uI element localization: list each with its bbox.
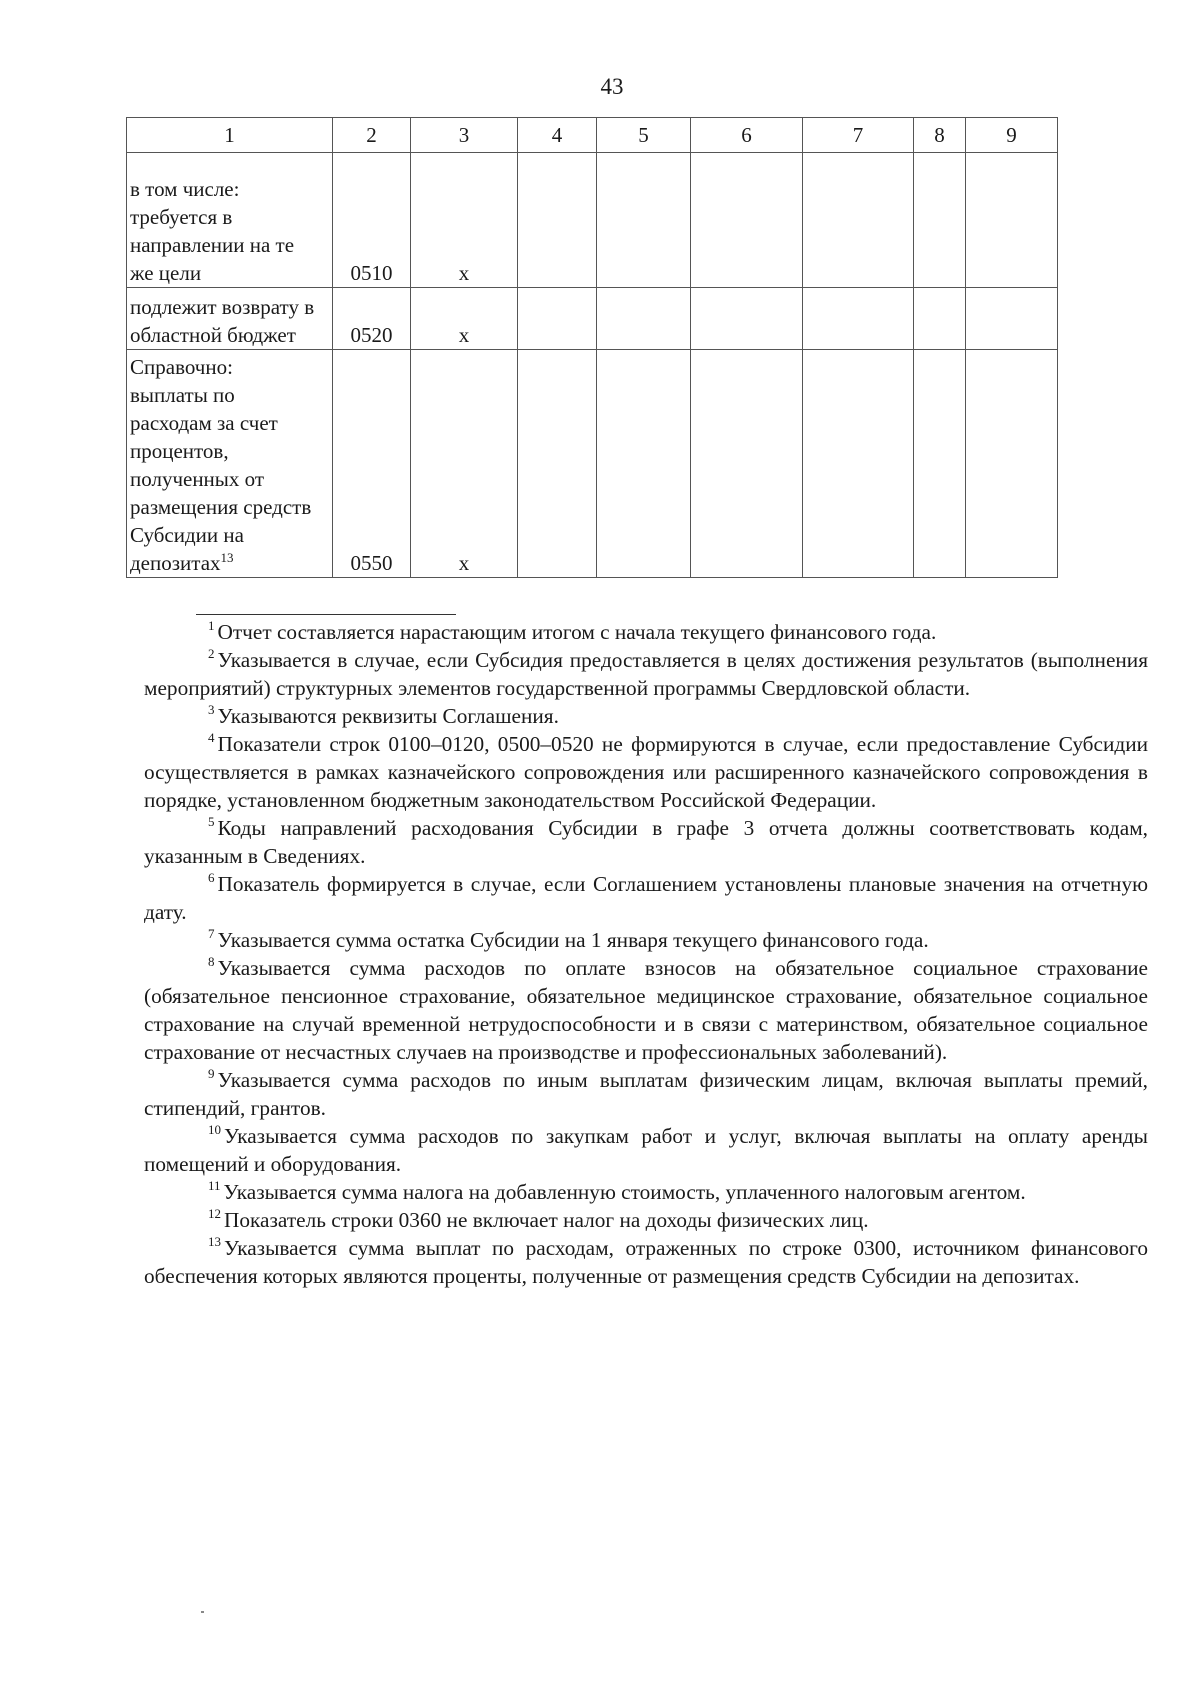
row-label bbox=[127, 350, 333, 578]
footnote-number: 2 bbox=[208, 646, 215, 661]
footnote-text: Указывается в случае, если Субсидия предоставляется в целях достижения результатов (выполнения мероприятий) структурных элементов государственной программы Свердловской области. bbox=[144, 648, 1148, 700]
row-code: 0520 bbox=[333, 288, 411, 350]
footnote-text: Указывается сумма налога на добавленную стоимость, уплаченного налоговым агентом. bbox=[223, 1180, 1026, 1204]
row-label-line: Справочно: bbox=[130, 355, 233, 379]
row-label-line: областной бюджет bbox=[130, 323, 296, 347]
footnote-number: 8 bbox=[208, 954, 215, 969]
table-cell bbox=[597, 288, 691, 350]
row-label-line: размещения средств bbox=[130, 495, 312, 519]
footnote-number: 7 bbox=[208, 926, 215, 941]
footnote bbox=[144, 1206, 1148, 1234]
page-number-text: 43 bbox=[600, 74, 624, 99]
footnote bbox=[144, 618, 1148, 646]
page-number bbox=[0, 74, 1200, 100]
row-label-line: полученных от bbox=[130, 467, 265, 491]
footnote bbox=[144, 1234, 1148, 1290]
column-header: 1 bbox=[127, 118, 333, 153]
table-cell bbox=[518, 350, 597, 578]
table-row bbox=[127, 350, 1058, 578]
footnote bbox=[144, 1066, 1148, 1122]
table-cell bbox=[803, 153, 914, 288]
row-label-line: же цели bbox=[130, 261, 202, 285]
footnote bbox=[144, 1122, 1148, 1178]
row-code: 0510 bbox=[333, 153, 411, 288]
table-cell bbox=[803, 288, 914, 350]
footnote-number: 1 bbox=[208, 618, 215, 633]
footnote-text: Указывается сумма расходов по оплате взносов на обязательное социальное страхование (обязательное пенсионное страхование, обязательное медицинское страхование, обязательное социальное страхование на случай временной нетрудоспособности и в связи с материнством, обязательное социальное страхование от несчастных случаев на производстве и профессиональных заболеваний). bbox=[144, 956, 1148, 1064]
table-row bbox=[127, 153, 1058, 288]
table-cell bbox=[518, 288, 597, 350]
table-cell bbox=[597, 153, 691, 288]
footnote-text: Указывается сумма остатка Субсидии на 1 января текущего финансового года. bbox=[217, 928, 929, 952]
table-cell bbox=[914, 350, 966, 578]
footnote bbox=[144, 954, 1148, 1066]
table-row bbox=[127, 288, 1058, 350]
column-header: 2 bbox=[333, 118, 411, 153]
footnote-number: 5 bbox=[208, 814, 215, 829]
footnote-text: Отчет составляется нарастающим итогом с начала текущего финансового года. bbox=[217, 620, 937, 644]
footnote bbox=[144, 1178, 1148, 1206]
column-header: 5 bbox=[597, 118, 691, 153]
table-cell bbox=[803, 350, 914, 578]
row-direction-code: x bbox=[411, 350, 518, 578]
table-cell bbox=[966, 288, 1058, 350]
footnote-number: 3 bbox=[208, 702, 215, 717]
footnote bbox=[144, 730, 1148, 814]
footnote bbox=[144, 814, 1148, 870]
report-table bbox=[126, 117, 1058, 578]
column-header: 4 bbox=[518, 118, 597, 153]
footnote-text: Показатель формируется в случае, если Соглашением установлены плановые значения на отчетную дату. bbox=[144, 872, 1148, 924]
footnote-number: 12 bbox=[208, 1206, 221, 1221]
column-header: 8 bbox=[914, 118, 966, 153]
table-cell bbox=[914, 288, 966, 350]
footnote-number: 11 bbox=[208, 1178, 221, 1193]
table-cell bbox=[691, 350, 803, 578]
footnote bbox=[144, 870, 1148, 926]
table-header-row bbox=[127, 118, 1058, 153]
row-direction-code: x bbox=[411, 288, 518, 350]
row-label-line: выплаты по bbox=[130, 383, 235, 407]
footnote-ref[interactable]: 13 bbox=[220, 550, 234, 565]
table-cell bbox=[966, 350, 1058, 578]
row-label-line: в том числе: bbox=[130, 177, 240, 201]
row-label-line: требуется в bbox=[130, 205, 233, 229]
footnote-text: Коды направлений расходования Субсидии в графе 3 отчета должны соответствовать кодам, указанным в Сведениях. bbox=[144, 816, 1148, 868]
scan-artifact bbox=[201, 1611, 204, 1613]
row-label-line: Субсидии на bbox=[130, 523, 244, 547]
column-header: 3 bbox=[411, 118, 518, 153]
row-label-line: подлежит возврату в bbox=[130, 295, 315, 319]
table-cell bbox=[691, 153, 803, 288]
table-cell bbox=[518, 153, 597, 288]
column-header: 7 bbox=[803, 118, 914, 153]
table-cell bbox=[691, 288, 803, 350]
row-label-line bbox=[130, 549, 329, 577]
row-code: 0550 bbox=[333, 350, 411, 578]
row-label-line: направлении на те bbox=[130, 233, 295, 257]
footnote-text: Показатели строк 0100–0120, 0500–0520 не формируются в случае, если предоставление Субсидии осуществляется в рамках казначейского сопровождения или расширенного казначейского сопровождения в порядке, установленном бюджетным законодательством Российской Федерации. bbox=[144, 732, 1148, 812]
table-cell bbox=[966, 153, 1058, 288]
footnote-text: Указываются реквизиты Соглашения. bbox=[217, 704, 559, 728]
footnote-text: Указывается сумма расходов по закупкам работ и услуг, включая выплаты на оплату аренды помещений и оборудования. bbox=[144, 1124, 1148, 1176]
row-label bbox=[127, 288, 333, 350]
footnote-separator bbox=[196, 614, 456, 615]
footnote-number: 10 bbox=[208, 1122, 221, 1137]
row-label-text: депозитах bbox=[130, 551, 221, 575]
table-cell bbox=[597, 350, 691, 578]
row-label-line: процентов, bbox=[130, 439, 229, 463]
row-direction-code: x bbox=[411, 153, 518, 288]
footnote-number: 9 bbox=[208, 1066, 215, 1081]
footnote bbox=[144, 926, 1148, 954]
footnote-text: Указывается сумма выплат по расходам, отраженных по строке 0300, источником финансового обеспечения которых являются проценты, полученные от размещения средств Субсидии на депозитах. bbox=[144, 1236, 1148, 1288]
footnotes-section bbox=[144, 618, 1148, 1290]
row-label bbox=[127, 153, 333, 288]
table-cell bbox=[914, 153, 966, 288]
column-header: 6 bbox=[691, 118, 803, 153]
footnote-number: 13 bbox=[208, 1234, 221, 1249]
footnote-number: 6 bbox=[208, 870, 215, 885]
footnote-number: 4 bbox=[208, 730, 215, 745]
footnote-text: Показатель строки 0360 не включает налог на доходы физических лиц. bbox=[224, 1208, 869, 1232]
footnote bbox=[144, 646, 1148, 702]
column-header: 9 bbox=[966, 118, 1058, 153]
footnote bbox=[144, 702, 1148, 730]
row-label-line: расходам за счет bbox=[130, 411, 278, 435]
footnote-text: Указывается сумма расходов по иным выплатам физическим лицам, включая выплаты премий, стипендий, грантов. bbox=[144, 1068, 1148, 1120]
